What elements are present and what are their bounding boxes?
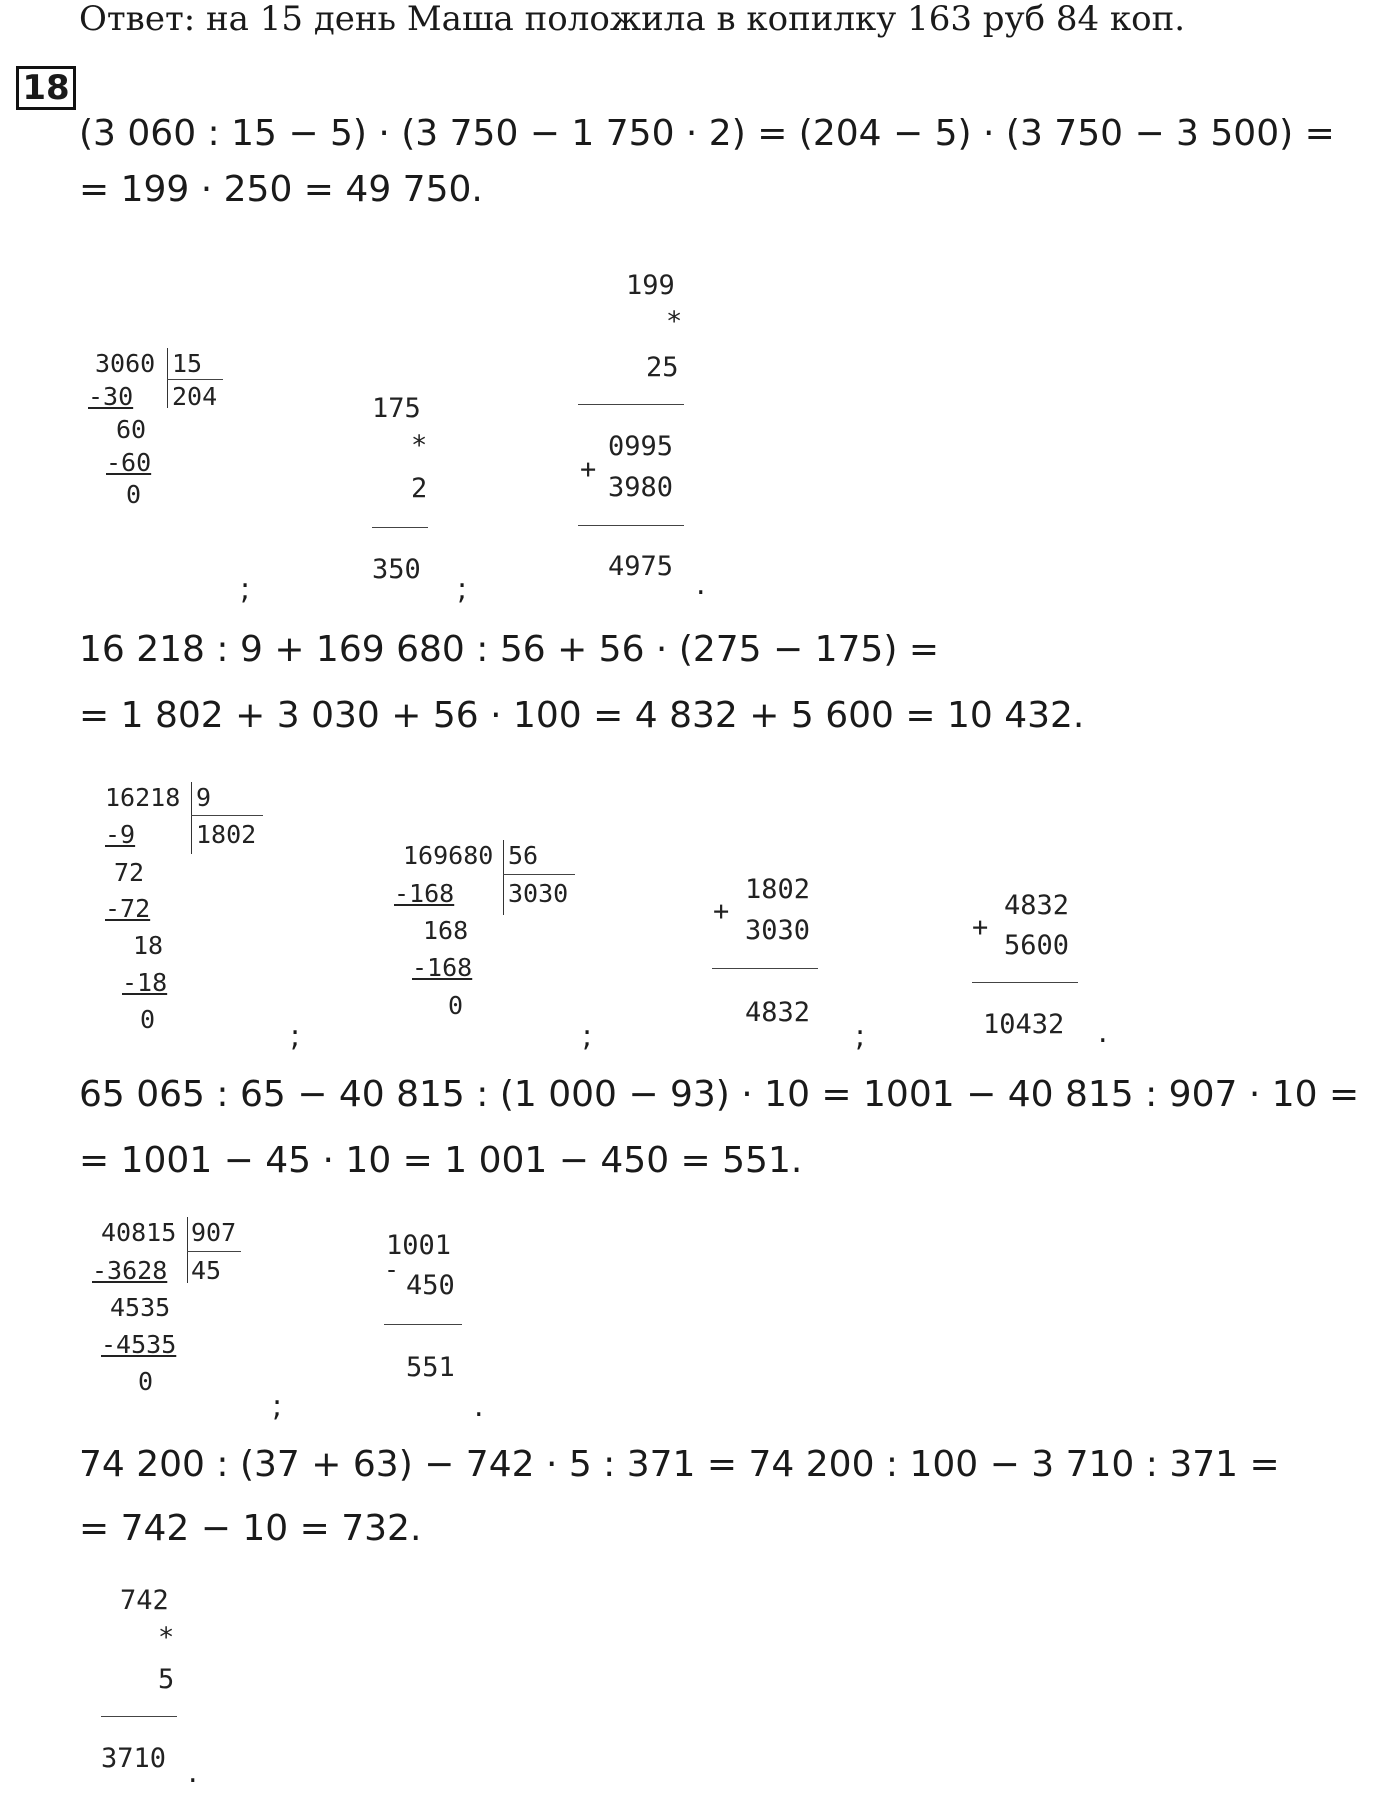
sum: 10432 bbox=[983, 1009, 1065, 1040]
dividend: 40815 bbox=[101, 1218, 177, 1247]
product: 3710 bbox=[101, 1743, 167, 1774]
remainder: 0 bbox=[448, 991, 464, 1020]
separator-dot: . bbox=[696, 567, 706, 602]
expr3-line1: 65 065 : 65 − 40 815 : (1 000 − 93) · 10 = 1001 − 40 815 : 907 · 10 = bbox=[79, 1074, 1360, 1115]
factor-b: 5 bbox=[158, 1664, 175, 1695]
separator-dot: . bbox=[1098, 1015, 1108, 1050]
dividend: 169680 bbox=[403, 841, 494, 870]
quotient-rule bbox=[191, 815, 263, 816]
product: 4975 bbox=[608, 551, 674, 582]
quotient: 45 bbox=[191, 1256, 222, 1285]
expr1-line2: = 199 · 250 = 49 750. bbox=[79, 169, 483, 210]
minus-sign: - bbox=[384, 1255, 400, 1284]
plus-sign: + bbox=[580, 454, 597, 485]
separator-semicolon: ; bbox=[582, 1019, 593, 1054]
subtrahend-2: -60 bbox=[106, 448, 152, 477]
division-bar bbox=[187, 1217, 188, 1283]
minuend: 1001 bbox=[386, 1230, 452, 1261]
expr3-line2: = 1001 − 45 · 10 = 1 001 − 450 = 551. bbox=[79, 1140, 803, 1181]
expr1-line1: (3 060 : 15 − 5) · (3 750 − 1 750 · 2) = (204 − 5) · (3 750 − 3 500) = bbox=[79, 113, 1335, 154]
result-rule bbox=[384, 1324, 462, 1325]
expr2-line1: 16 218 : 9 + 169 680 : 56 + 56 · (275 − 175) = bbox=[79, 629, 939, 670]
remainder: 0 bbox=[138, 1367, 154, 1396]
factor-b: 2 bbox=[411, 473, 428, 504]
remainder-1: 4535 bbox=[110, 1293, 171, 1322]
divisor: 56 bbox=[508, 841, 539, 870]
dividend: 16218 bbox=[105, 783, 181, 812]
subtrahend-1: -3628 bbox=[92, 1256, 168, 1285]
division-bar bbox=[503, 840, 504, 915]
addend-b: 3030 bbox=[745, 915, 811, 946]
quotient: 1802 bbox=[196, 820, 257, 849]
result-rule bbox=[101, 1716, 177, 1717]
expr2-line2: = 1 802 + 3 030 + 56 · 100 = 4 832 + 5 600 = 10 432. bbox=[79, 695, 1085, 736]
separator-semicolon: ; bbox=[272, 1389, 283, 1424]
subtrahend-3: -18 bbox=[122, 968, 168, 997]
result-rule bbox=[578, 525, 684, 526]
remainder: 0 bbox=[126, 480, 142, 509]
result-rule bbox=[712, 968, 818, 969]
addend-a: 1802 bbox=[745, 874, 811, 905]
plus-sign: + bbox=[972, 912, 989, 943]
quotient-rule bbox=[167, 379, 223, 380]
multiply-sign: * bbox=[158, 1622, 175, 1653]
divisor: 15 bbox=[172, 349, 203, 378]
factor-b: 25 bbox=[646, 352, 679, 383]
remainder: 0 bbox=[140, 1005, 156, 1034]
addend-a: 4832 bbox=[1004, 890, 1070, 921]
remainder-1: 72 bbox=[114, 858, 145, 887]
dividend: 3060 bbox=[95, 349, 156, 378]
quotient-rule bbox=[503, 874, 575, 875]
separator-semicolon: ; bbox=[290, 1019, 301, 1054]
multiply-sign: * bbox=[411, 430, 428, 461]
separator-dot: . bbox=[474, 1389, 484, 1424]
separator-semicolon: ; bbox=[457, 572, 468, 607]
subtrahend-1: -168 bbox=[394, 879, 455, 908]
answer-line: Ответ: на 15 день Маша положила в копилку 163 руб 84 коп. bbox=[79, 0, 1186, 39]
divisor: 9 bbox=[196, 783, 212, 812]
subtrahend-2: -72 bbox=[105, 894, 151, 923]
difference: 551 bbox=[406, 1352, 455, 1383]
multiply-sign: * bbox=[666, 306, 683, 337]
division-bar bbox=[167, 348, 168, 408]
divisor: 907 bbox=[191, 1218, 237, 1247]
factor-a: 175 bbox=[372, 393, 421, 424]
result-rule bbox=[972, 982, 1078, 983]
separator-dot: . bbox=[188, 1755, 198, 1790]
partial-rule bbox=[578, 404, 684, 405]
subtrahend-2: -4535 bbox=[101, 1330, 177, 1359]
quotient: 3030 bbox=[508, 879, 569, 908]
separator-semicolon: ; bbox=[855, 1019, 866, 1054]
partial-product-2: 3980 bbox=[608, 472, 674, 503]
subtrahend-1: -30 bbox=[88, 382, 134, 411]
addend-b: 5600 bbox=[1004, 930, 1070, 961]
expr4-line2: = 742 − 10 = 732. bbox=[79, 1508, 422, 1549]
task-number-box: 18 bbox=[16, 66, 76, 110]
quotient: 204 bbox=[172, 382, 218, 411]
factor-a: 742 bbox=[120, 1585, 169, 1616]
product: 350 bbox=[372, 554, 421, 585]
sum: 4832 bbox=[745, 997, 811, 1028]
quotient-rule bbox=[187, 1251, 241, 1252]
remainder-1: 60 bbox=[116, 415, 147, 444]
factor-a: 199 bbox=[626, 270, 675, 301]
result-rule bbox=[372, 527, 428, 528]
separator-semicolon: ; bbox=[240, 572, 251, 607]
remainder-1: 168 bbox=[423, 916, 469, 945]
partial-product-1: 0995 bbox=[608, 431, 674, 462]
plus-sign: + bbox=[713, 896, 730, 927]
subtrahend-1: -9 bbox=[105, 820, 136, 849]
subtrahend-2: -168 bbox=[412, 953, 473, 982]
subtrahend: 450 bbox=[406, 1270, 455, 1301]
remainder-2: 18 bbox=[133, 931, 164, 960]
division-bar bbox=[191, 782, 192, 854]
expr4-line1: 74 200 : (37 + 63) − 742 · 5 : 371 = 74 200 : 100 − 3 710 : 371 = bbox=[79, 1444, 1280, 1485]
